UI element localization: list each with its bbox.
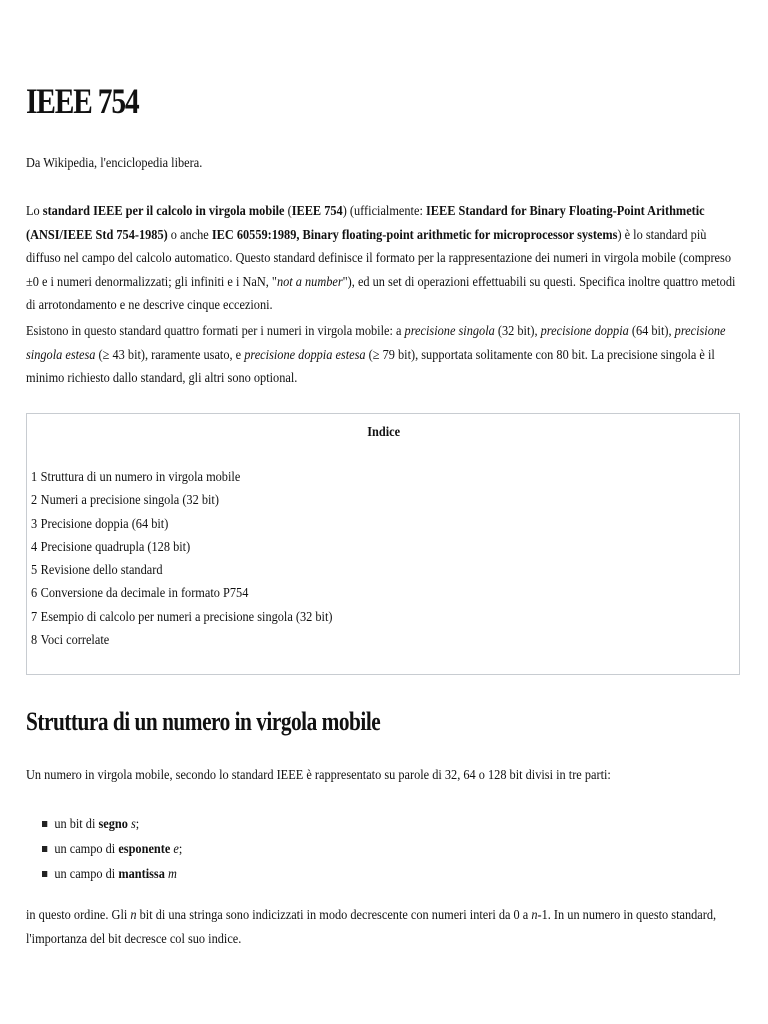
toc-item[interactable] bbox=[31, 559, 333, 582]
toc-number: 2 bbox=[31, 493, 38, 509]
text: ( bbox=[284, 204, 292, 219]
text: un campo di bbox=[54, 842, 119, 857]
toc-number: 4 bbox=[31, 539, 38, 555]
bold-term: segno bbox=[98, 817, 128, 832]
text: o anche bbox=[167, 227, 212, 243]
italic-term: precisione singola bbox=[404, 324, 495, 339]
toc-number: 5 bbox=[31, 563, 38, 579]
toc-item[interactable] bbox=[31, 466, 333, 489]
toc-number: 7 bbox=[31, 609, 38, 625]
text: (≥ 79 bit), supportata solitamente con 80 bit. La precisione singola è il minimo richiesto dallo standard, gli altri sono optional. bbox=[26, 347, 715, 386]
toc-item[interactable] bbox=[31, 513, 333, 536]
text: (≥ 43 bit), raramente usato, e bbox=[95, 347, 245, 363]
variable: m bbox=[167, 867, 177, 882]
bit-order-paragraph bbox=[26, 904, 744, 951]
text: -1. In un numero in questo standard, l'importanza del bit decresce col suo indice. bbox=[26, 908, 717, 947]
bullet-icon bbox=[42, 846, 47, 852]
toc-title bbox=[27, 424, 741, 442]
section-heading: Struttura di un numero in virgola mobile bbox=[26, 707, 381, 736]
text: ) è lo standard più diffuso nel campo del calcolo automatico. Questo standard definisce il formato per la rappresentazione dei numeri in virgola mobile (compreso ±0 e i numeri denormalizzati; gli infiniti e i NaN, " bbox=[26, 227, 731, 290]
list-item bbox=[42, 837, 182, 862]
site-subtitle: Da Wikipedia, l'enciclopedia libera. bbox=[26, 156, 203, 171]
text: ; bbox=[178, 842, 183, 857]
toc-number: 1 bbox=[31, 470, 38, 485]
bullet-icon bbox=[42, 821, 47, 827]
toc-link[interactable]: Esempio di calcolo per numeri a precisione singola (32 bit) bbox=[40, 609, 333, 625]
text: "), ed un set di operazioni effettuabili su questi. Specifica inoltre quattro metodi di arrotondamento e ne descrive cinque eccezioni. bbox=[26, 274, 736, 313]
formats-paragraph bbox=[26, 320, 744, 391]
text: Esistono in questo standard quattro formati per i numeri in virgola mobile: a bbox=[26, 324, 405, 339]
variable: s bbox=[130, 817, 136, 832]
text: in questo ordine. Gli bbox=[26, 908, 131, 923]
bold-term: IEEE Standard for Binary Floating-Point Arithmetic (ANSI/IEEE Std 754-1985) bbox=[26, 204, 705, 243]
list-item bbox=[42, 812, 182, 837]
toc-link[interactable]: Precisione quadrupla (128 bit) bbox=[40, 539, 191, 555]
text: Lo bbox=[26, 204, 43, 219]
toc-number: 8 bbox=[31, 633, 38, 649]
toc-link[interactable]: Struttura di un numero in virgola mobile bbox=[40, 470, 241, 485]
text: ; bbox=[135, 817, 140, 832]
toc-number: 3 bbox=[31, 516, 38, 532]
toc-link[interactable]: Precisione doppia (64 bit) bbox=[40, 516, 169, 532]
text: (64 bit), bbox=[628, 324, 675, 339]
italic-term: precisione singola estesa bbox=[26, 324, 726, 363]
toc-item[interactable] bbox=[31, 489, 333, 512]
toc-link[interactable]: Voci correlate bbox=[40, 633, 110, 649]
text: un campo di bbox=[54, 867, 119, 882]
variable: n bbox=[531, 908, 538, 923]
italic-term: precisione doppia estesa bbox=[244, 347, 366, 363]
table-of-contents bbox=[26, 413, 740, 675]
italic-term: precisione doppia bbox=[540, 324, 629, 339]
page-title: IEEE 754 bbox=[26, 81, 139, 121]
toc-link[interactable]: Revisione dello standard bbox=[40, 563, 163, 579]
bold-term: IEEE 754 bbox=[291, 204, 343, 219]
text: un bit di bbox=[54, 817, 99, 832]
variable: n bbox=[130, 908, 137, 923]
toc-list bbox=[31, 466, 333, 652]
section-intro: Un numero in virgola mobile, secondo lo standard IEEE è rappresentato su parole di 32, 64 o 128 bit divisi in tre parti: bbox=[26, 768, 611, 783]
toc-item[interactable] bbox=[31, 606, 333, 629]
list-item bbox=[42, 862, 182, 887]
bullet-list bbox=[42, 812, 182, 887]
toc-link[interactable]: Numeri a precisione singola (32 bit) bbox=[40, 493, 219, 509]
bold-term: standard IEEE per il calcolo in virgola mobile bbox=[42, 204, 285, 219]
italic-term: not a number bbox=[276, 274, 343, 290]
bold-term: mantissa bbox=[118, 867, 165, 882]
toc-number: 6 bbox=[31, 586, 38, 602]
toc-link[interactable]: Conversione da decimale in formato P754 bbox=[40, 586, 249, 602]
toc-item[interactable] bbox=[31, 629, 333, 652]
text: bit di una stringa sono indicizzati in modo decrescente con numeri interi da 0 a bbox=[136, 908, 532, 923]
text: (32 bit), bbox=[494, 324, 541, 339]
variable: e bbox=[173, 842, 179, 857]
toc-item[interactable] bbox=[31, 582, 333, 605]
bullet-icon bbox=[42, 871, 47, 877]
bold-term: IEC 60559:1989, Binary floating-point arithmetic for microprocessor systems bbox=[211, 227, 618, 243]
toc-item[interactable] bbox=[31, 536, 333, 559]
text: ) (ufficialmente: bbox=[342, 204, 426, 219]
intro-paragraph bbox=[26, 200, 744, 318]
toc-title-text: Indice bbox=[367, 425, 401, 440]
bold-term: esponente bbox=[118, 842, 171, 857]
